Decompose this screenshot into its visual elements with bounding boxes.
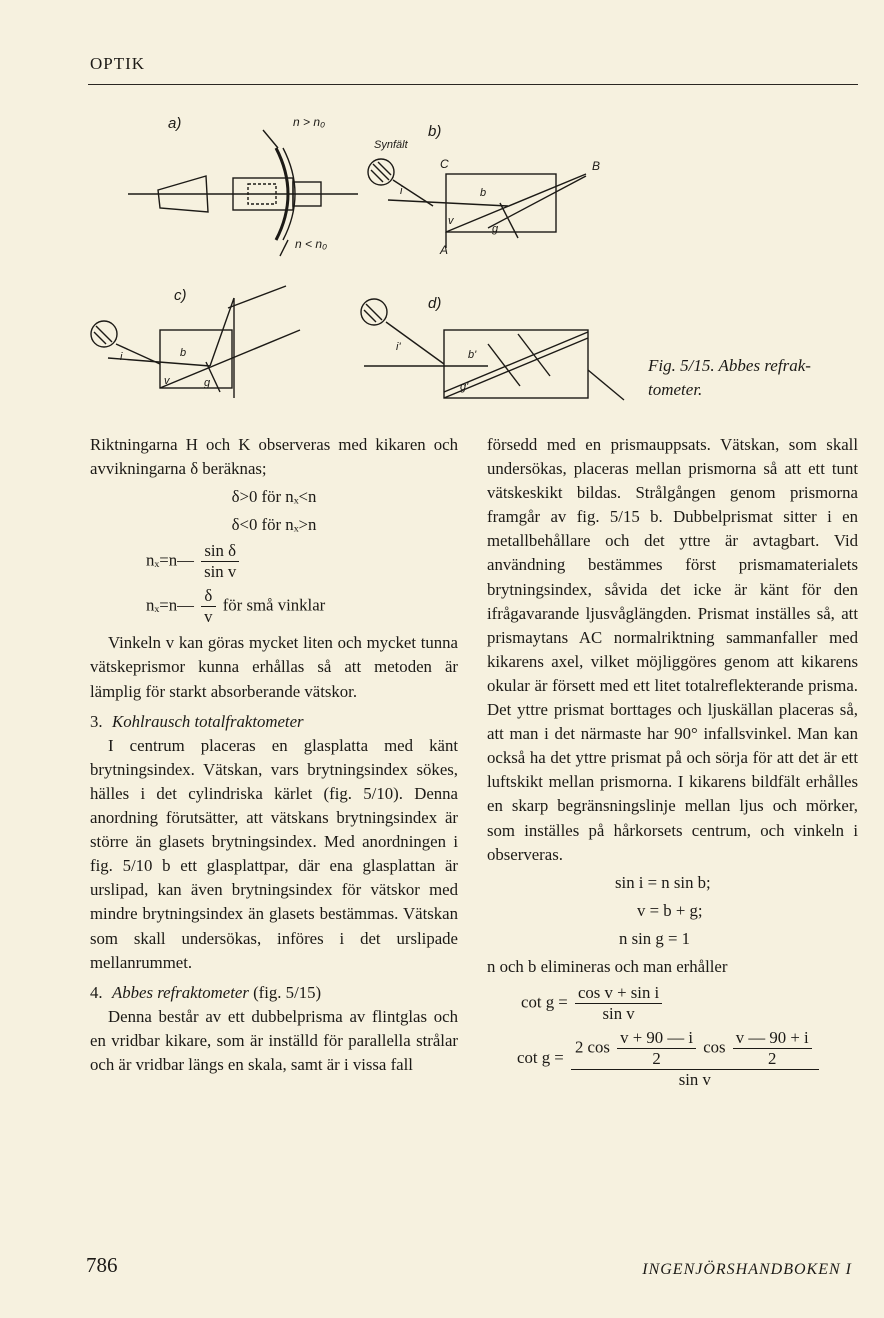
equation-cot-g-2-factor-b: cos (703, 1037, 726, 1057)
heading-abbe-suffix: (fig. 5/15) (253, 982, 322, 1002)
figure-caption-line-2: tometer. (648, 380, 703, 399)
label-b: b (480, 187, 487, 199)
heading-abbe-number: 4. (90, 982, 103, 1002)
page-number: 786 (86, 1253, 118, 1277)
label-g: g (492, 223, 499, 235)
panel-b-label: b) (428, 123, 442, 140)
label-synfalt: Synfält (374, 139, 408, 151)
panel-c-label: c) (174, 287, 187, 304)
equation-cot-g-1-fraction (575, 983, 662, 1024)
label-i2: i' (396, 341, 401, 353)
equation-delta-positive: δ>0 för nₓ<n (231, 487, 317, 507)
equation-nx-sin-numerator: sin δ (201, 541, 239, 562)
equation-critical: n sin g = 1 (619, 928, 691, 948)
equation-angle-sum: v = b + g; (637, 900, 703, 920)
heading-kohlrausch (90, 710, 458, 734)
heading-kohlrausch-number: 3. (90, 711, 103, 731)
figure-caption-line-1: Fig. 5/15. Abbes refrak- (648, 356, 811, 375)
label-b-c: b (180, 347, 187, 359)
equation-cot-g-2-factor-a: 2 cos (574, 1037, 610, 1057)
equation-snell: sin i = n sin b; (615, 872, 711, 892)
figure-abbe-refractometer (88, 108, 648, 418)
equation-cot-g-1-denominator: sin v (602, 1004, 635, 1024)
left-column (90, 433, 458, 1077)
right-paragraph-1: försedd med en prismauppsats. Vätskan, som skall undersökas, placeras mellan prismorna så att ett tunt vätskeskikt bildas. Strålgången genom prismorna framgår av fig. 5/15 b. Dubbelprismat sitter i en metallbehållare och det yttre är avtagbart. Vid användning bestämmes först prismamaterialets brytningsindex, såvida det icke är känt för den ifrågavarande ljusvåglängden. Prismat inställes så, att prismaytans AC normalriktning sammanfaller med kikarens axel, vilket möjliggöres genom att kikarens okular är försett med ett litet totalreflekterande prisma. Det yttre prismat borttages och ljuskällan placeras så, att man i det närmaste har 90° infallsvinkel. Man kan också ha det yttre prismat på och sörja för att det är ett luftskikt mellan prismorna. I kikarens bildfält erhålles en skarp begränsningslinje mellan ljus och mörker, som inställes på hårkorsets centrum, och vinkeln i observeras. (487, 435, 858, 864)
equation-nx-sin-denominator: sin v (204, 562, 237, 582)
label-v: v (448, 215, 454, 227)
equation-cot-g-1 (487, 983, 858, 1024)
right-column (487, 433, 858, 1094)
panel-a-label: a) (168, 115, 182, 132)
label-g2: g' (460, 381, 469, 393)
equation-nx-small-fraction (201, 586, 215, 627)
equation-cot-g-2-numerator (571, 1028, 819, 1070)
left-paragraph-4: Denna består av ett dubbelprisma av flintglas och en vridbar kikare, som är inställd för parallella strålar och är vridbar längs en skala, samt är i vissa fall (90, 1006, 458, 1074)
heading-kohlrausch-title: Kohlrausch totalfraktometer (112, 711, 304, 731)
equation-cot-g-2-inner-fraction-1 (617, 1028, 696, 1069)
left-paragraph-2: Vinkeln v kan göras mycket liten och mycket tunna vätskeprismor kunna erhållas så att metoden är lämplig för starkt absorberande vätskor. (90, 633, 458, 701)
equation-delta-negative: δ<0 för nₓ>n (231, 515, 317, 535)
header-rule (88, 84, 858, 85)
label-n-gt: n > n₀ (293, 115, 326, 129)
equation-nx-small-numerator: δ (201, 586, 215, 607)
label-n-lt: n < n₀ (295, 237, 328, 251)
equation-nx-small-angles (90, 586, 458, 627)
equation-cot-g-2-lhs: cot g = (517, 1047, 564, 1067)
panel-c-drawing (91, 286, 300, 398)
label-v-c: v (164, 375, 170, 387)
equation-cot-g-1-lhs: cot g = (521, 992, 568, 1012)
panel-d-label: d) (428, 295, 442, 312)
figure-caption (648, 354, 858, 402)
equation-nx-small-lhs: nₓ=n— (146, 595, 194, 615)
label-C: C (440, 157, 449, 171)
equation-nx-sin-fraction (201, 541, 239, 582)
equation-cot-g-2-fraction (571, 1028, 819, 1090)
label-i: i (400, 185, 403, 197)
label-g-c: g (204, 377, 211, 389)
equation-cot-g-2-inner-den-2: 2 (768, 1049, 777, 1069)
equation-nx-small-rhs: för små vinklar (222, 595, 326, 615)
heading-abbe (90, 981, 458, 1005)
equation-nx-sin (90, 541, 458, 582)
left-paragraph-1: Riktningarna H och K observeras med kikaren och avvikningarna δ beräknas; (90, 435, 458, 479)
equation-cot-g-2-inner-den-1: 2 (652, 1049, 661, 1069)
section-header: OPTIK (90, 54, 146, 73)
equation-cot-g-2-inner-fraction-2 (733, 1028, 812, 1069)
panel-b-drawing (368, 159, 586, 248)
label-B: B (592, 159, 601, 173)
heading-abbe-title: Abbes refraktometer (112, 982, 249, 1002)
label-i-c: i (120, 351, 123, 363)
right-paragraph-2: n och b elimineras och man erhåller (487, 956, 728, 976)
equation-nx-small-denominator: v (204, 607, 213, 627)
equation-cot-g-2-inner-num-2: v — 90 + i (733, 1028, 812, 1049)
equation-nx-sin-lhs: nₓ=n— (146, 550, 194, 570)
label-b2: b' (468, 349, 477, 361)
book-title: INGENJÖRSHANDBOKEN I (642, 1261, 852, 1278)
equation-cot-g-1-numerator: cos v + sin i (575, 983, 662, 1004)
left-paragraph-3: I centrum placeras en glasplatta med känt brytningsindex. Vätskan, vars brytningsindex sökes, hälles i det cylindriska kärlet (fig. 5/10). Denna anordning förutsätter, att vätskans brytningsindex är större än glasets brytningsindex. Med anordningen i fig. 5/10 b ett glasplattpar, där ena glasplattan är urslipad, kan även brytningsindex för vätskor med mindre brytningsindex än glasets bestämmas. Vätskan som skall undersökas, införes i det urslipade mellanrummet. (90, 735, 458, 972)
label-A: A (440, 243, 449, 257)
equation-cot-g-2-inner-num-1: v + 90 — i (617, 1028, 696, 1049)
equation-cot-g-2 (487, 1028, 858, 1090)
equation-cot-g-2-denominator: sin v (678, 1070, 711, 1090)
